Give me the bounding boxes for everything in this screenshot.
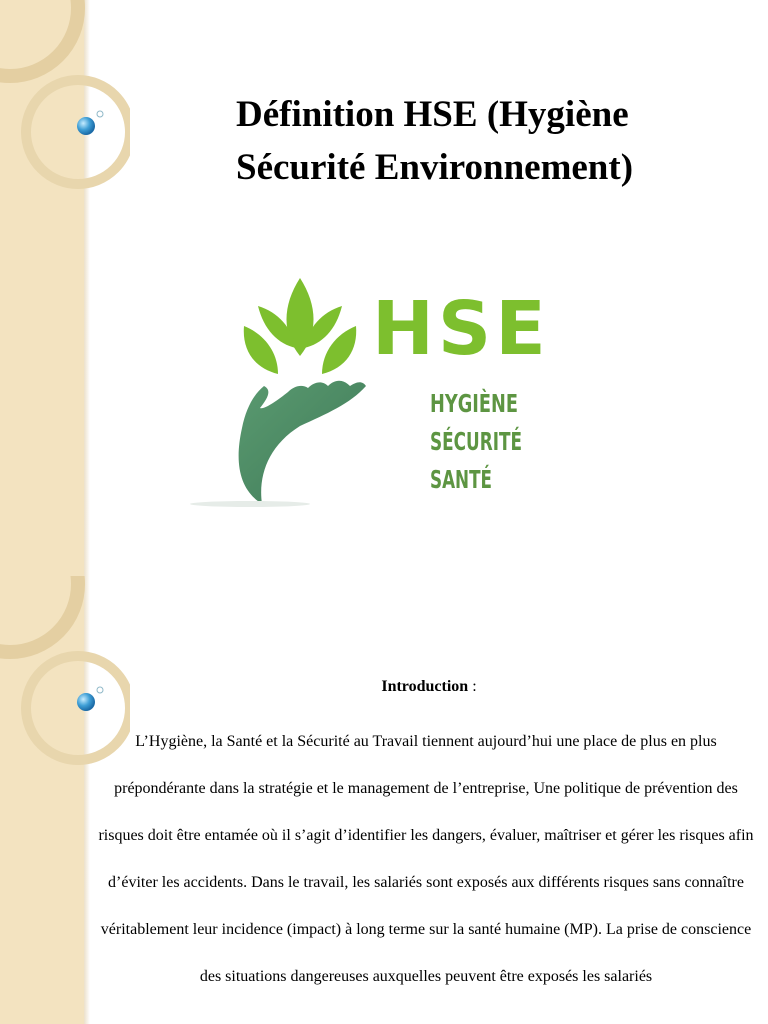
decorative-circles (0, 0, 130, 576)
intro-paragraph: L’Hygiène, la Santé et la Sécurité au Travail tiennent aujourd’hui une place de plus en plus prépondérante dans la stratégie et le management de l’entreprise, Une politique de prévention des risques doit être entamée où il s’agit d’identifier les dangers, évaluer, maîtriser et gérer les risques afin d’éviter les accidents. Dans le travail, les salariés sont exposés aux différents risques sans connaître véritablement leur incidence (impact) à long terme sur la santé humaine (MP). La prise de conscience des situations dangereuses auxquelles peuvent être exposés les salariés (98, 733, 754, 985)
leaf-icon (244, 278, 356, 374)
slide-title: Définition HSE (Hygiène Sécurité Environnement) (236, 94, 634, 188)
hse-logo (150, 268, 610, 508)
logo-line-hygiene: HYGIÈNE (430, 389, 518, 418)
deco-circle-top (0, 576, 78, 652)
logo-brand-text: HSE (372, 286, 550, 372)
logo-line-sante: SANTÉ (430, 465, 492, 494)
intro-heading-label: Introduction (381, 678, 469, 695)
small-bullet-ring-icon (97, 111, 103, 117)
deco-circle-middle (26, 80, 130, 184)
intro-heading (90, 675, 768, 699)
hand-icon (239, 381, 366, 504)
blue-bullet-icon (77, 117, 95, 135)
intro-heading-colon: : (468, 678, 477, 695)
logo-line-securite: SÉCURITÉ (430, 427, 522, 456)
deco-circle-top (0, 0, 78, 76)
